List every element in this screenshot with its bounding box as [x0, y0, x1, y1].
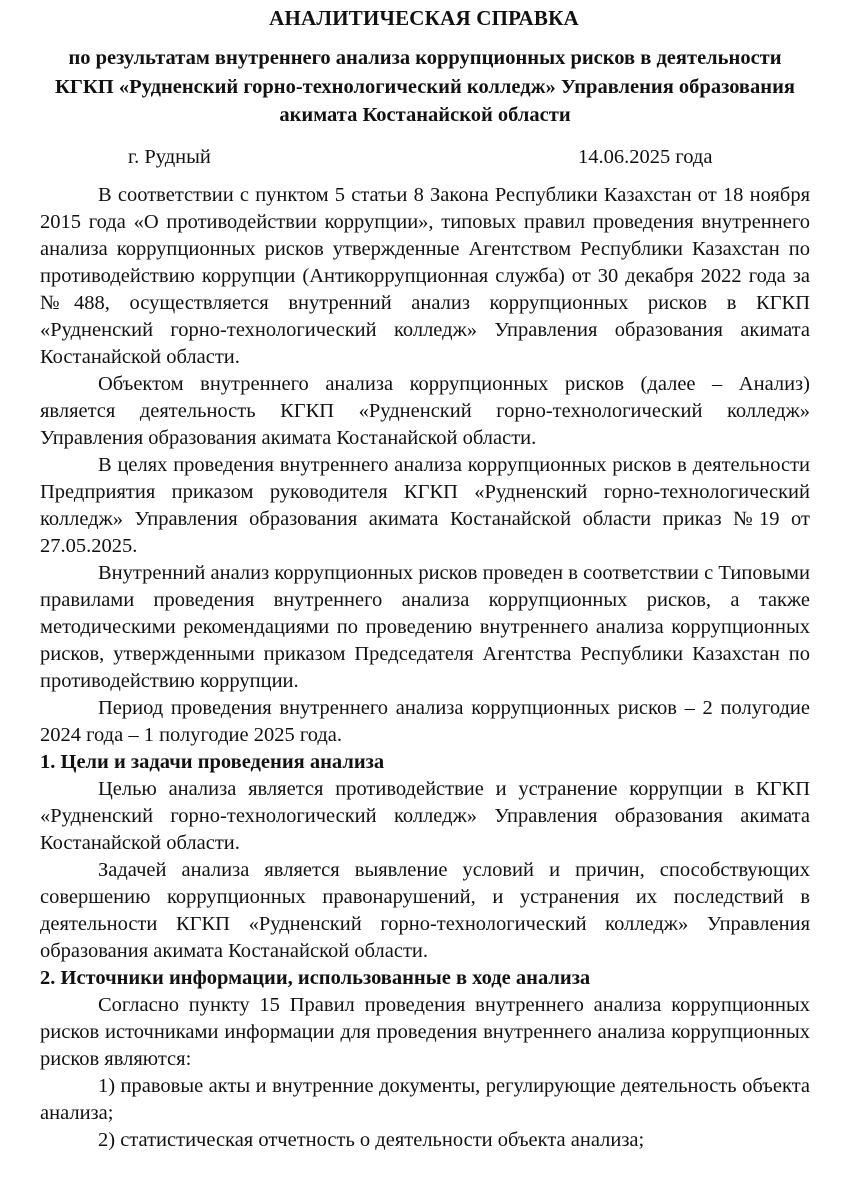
list-item: 1) правовые акты и внутренние документы, регулирующие деятельность объекта анализа;	[40, 1075, 810, 1124]
section-heading-sources: 2. Источники информации, использованные в ходе анализа	[40, 967, 591, 989]
section-heading-goals: 1. Цели и задачи проведения анализа	[40, 751, 385, 773]
document-body	[40, 182, 810, 1154]
list-item: 2) статистическая отчетность о деятельности объекта анализа;	[98, 1129, 645, 1151]
paragraph: Период проведения внутреннего анализа коррупционных рисков – 2 полугодие 2024 года – 1 полугодие 2025 года.	[40, 697, 810, 746]
document-subtitle: по результатам внутреннего анализа коррупционных рисков в деятельности КГКП «Рудненский горно-технологический колледж» Управления образования акимата Костанайской области	[55, 47, 795, 126]
paragraph: Объектом внутреннего анализа коррупционных рисков (далее – Анализ) является деятельность КГКП «Рудненский горно-технологический колледж» Управления образования акимата Костанайской области.	[40, 373, 810, 449]
paragraph: Внутренний анализ коррупционных рисков проведен в соответствии с Типовыми правилами проведения внутреннего анализа коррупционных рисков, а также методическими рекомендациями по проведению внутреннего анализа коррупционных рисков, утвержденными приказом Председателя Агентства Республики Казахстан по противодействию коррупции.	[40, 562, 810, 692]
paragraph: Согласно пункту 15 Правил проведения внутреннего анализа коррупционных рисков источниками информации для проведения внутреннего анализа коррупционных рисков являются:	[40, 994, 810, 1070]
document-date: 14.06.2025 года	[578, 146, 713, 168]
paragraph: В целях проведения внутреннего анализа коррупционных рисков в деятельности Предприятия приказом руководителя КГКП «Рудненский горно-технологический колледж» Управления образования акимата Костанайской области приказ №19 от 27.05.2025.	[40, 454, 810, 557]
document-place: г. Рудный	[128, 146, 211, 168]
document-title: АНАЛИТИЧЕСКАЯ СПРАВКА	[269, 6, 579, 30]
paragraph: В соответствии с пунктом 5 статьи 8 Закона Республики Казахстан от 18 ноября 2015 года «О противодействии коррупции», типовых правил проведения внутреннего анализа коррупционных рисков утвержденные Агентством Республики Казахстан по противодействию коррупции (Антикоррупционная служба) от 30 декабря 2022 года за №488, осуществляется внутренний анализ коррупционных рисков в КГКП «Рудненский горно-технологический колледж» Управления образования акимата Костанайской области.	[40, 184, 810, 368]
paragraph: Задачей анализа является выявление условий и причин, способствующих совершению коррупционных правонарушений, и устранения их последствий в деятельности КГКП «Рудненский горно-технологический колледж» Управления образования акимата Костанайской области.	[40, 859, 810, 962]
paragraph: Целью анализа является противодействие и устранение коррупции в КГКП «Рудненский горно-технологический колледж» Управления образования акимата Костанайской области.	[40, 778, 810, 854]
